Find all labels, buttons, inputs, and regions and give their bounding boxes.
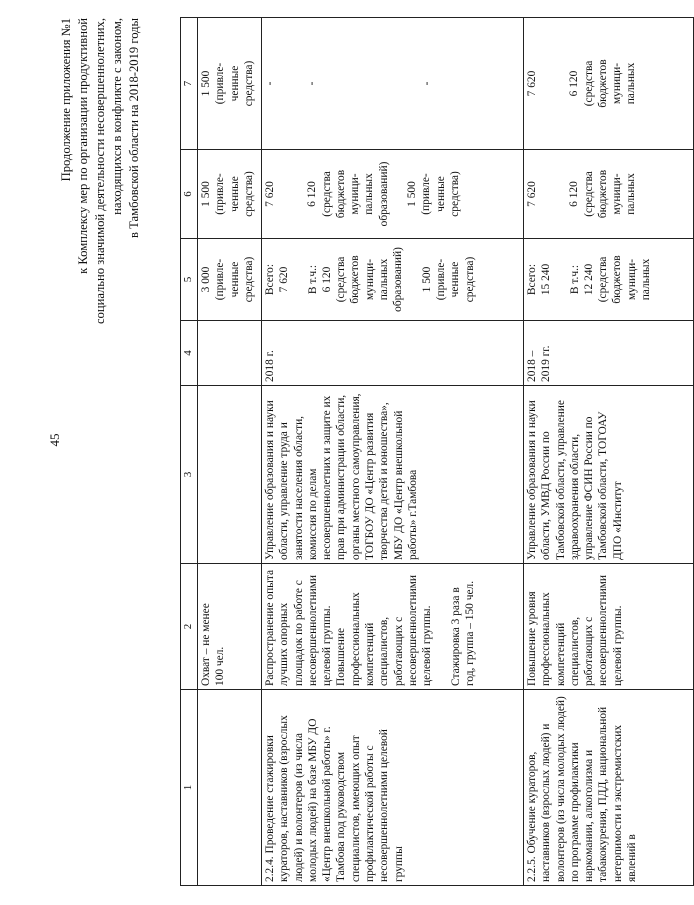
page-number: 45 — [47, 433, 62, 447]
funding-2018-cell: 7 620 — [264, 181, 276, 207]
document-header — [58, 18, 143, 324]
expected-result-extra: Стажировка 3 раза в год, группа – 150 чел. — [449, 580, 476, 686]
funding-total-cell: Всего: 7 620 — [264, 263, 291, 296]
measure-name-cell: 2.2.5. Обучение кураторов, наставников (взрослых людей) и волонтеров (из числа молодых людей) по программе профилактики наркомании, алкоголизма и табакокурения, ПДД, национальной нетерпимости и экстремистских явлений в — [526, 696, 639, 882]
funding-2018-cell: 1 500 (привле- ченные средства) — [200, 171, 255, 217]
col-number: 7 — [181, 18, 198, 150]
header-line-4: находящихся в конфликте с законом, — [110, 18, 124, 215]
funding-2019-municipal: 6 120 (средства бюджетов муници- пальных — [568, 59, 638, 108]
funding-2019-cell: 7 620 — [526, 70, 538, 97]
table-row — [262, 18, 524, 886]
col-number: 3 — [181, 386, 198, 564]
funding-2018-cell: 7 620 — [526, 181, 538, 207]
funding-2018-attracted: 1 500 (привле- ченные средства) — [406, 171, 461, 217]
funding-2019-attracted: - — [420, 81, 433, 86]
col-number: 5 — [181, 239, 198, 321]
deadline-cell: 2018 г. — [264, 350, 276, 382]
header-line-1: Продолжение приложения №1 — [59, 18, 73, 182]
col-number: 2 — [181, 564, 198, 690]
col-number: 4 — [181, 321, 198, 386]
responsible-cell: Управление образования и науки области, УМВД России по Тамбовской области, управление здравоохранения области, управление ФСИН России по Тамбовской области, ТОГОАУ ДПО «Институт — [526, 400, 624, 560]
funding-total-attracted: 1 500 (привле- ченные средства) — [420, 256, 476, 303]
expected-result-cell: Распространение опыта лучших опорных площадок по работе с несовершеннолетними целевой группы. Повышение профессиональных компетенций специалистов, работающих с несовершеннолетними целевой группы. — [264, 569, 434, 686]
expected-result-cell: Повышение уровня профессиональных компетенций специалистов, работающих с несовершеннолетними целевой группы. — [526, 574, 624, 686]
rotated-page — [40, 12, 653, 892]
funding-total-municipal: В т.ч.: 6 120 (средства бюджетов муници- пальных образований) — [306, 247, 405, 312]
table-row — [198, 18, 262, 886]
funding-2019-cell: - — [264, 81, 276, 86]
deadline-cell: 2018 – 2019 гг. — [526, 345, 553, 382]
measures-table — [180, 17, 694, 886]
header-line-3: социально значимой деятельности несовершеннолетних, — [93, 18, 107, 325]
funding-total-cell: Всего: 15 240 — [526, 263, 553, 296]
funding-2019-municipal: - — [306, 81, 319, 86]
funding-total-cell: 3 000 (привле- ченные средства) — [200, 256, 255, 303]
measure-name-cell: 2.2.4. Проведение стажировки кураторов, наставников (взрослых людей) и волонтеров (из числа молодых людей) на базе МБУ ДО «Центр внешкольной работы» г. Тамбова под руководством специалистов, имеющих опыт профилактической работы с несовершеннолетними целевой группы — [264, 715, 405, 882]
funding-2018-municipal: 6 120 (средства бюджетов муници- пальных образований) — [306, 161, 390, 227]
responsible-cell: Управление образования и науки области, управление труда и занятости населения области, комиссия по делам несовершеннолетних и защите их прав при администрации области, органы местного самоуправления, ТОГБОУ ДО «Центр развития творчества детей и юношества», МБУ ДО «Центр внешкольной работы» г.Тамбова — [264, 393, 419, 560]
funding-total-municipal: В т.ч.: 12 240 (средства бюджетов муници- пальных — [568, 255, 653, 304]
col-number: 1 — [181, 690, 198, 886]
col-number: 6 — [181, 150, 198, 239]
table-row — [524, 18, 694, 886]
header-line-5: в Тамбовской области на 2018-2019 годы — [127, 18, 141, 238]
column-number-row — [181, 18, 198, 886]
funding-2019-cell: 1 500 (привле- ченные средства) — [200, 60, 255, 107]
header-line-2: к Комплексу мер по организации продуктивной — [76, 18, 90, 274]
coverage-cell: Охват – не менее 100 чел. — [200, 603, 227, 686]
funding-2018-municipal: 6 120 (средства бюджетов муници- пальных — [568, 169, 638, 219]
